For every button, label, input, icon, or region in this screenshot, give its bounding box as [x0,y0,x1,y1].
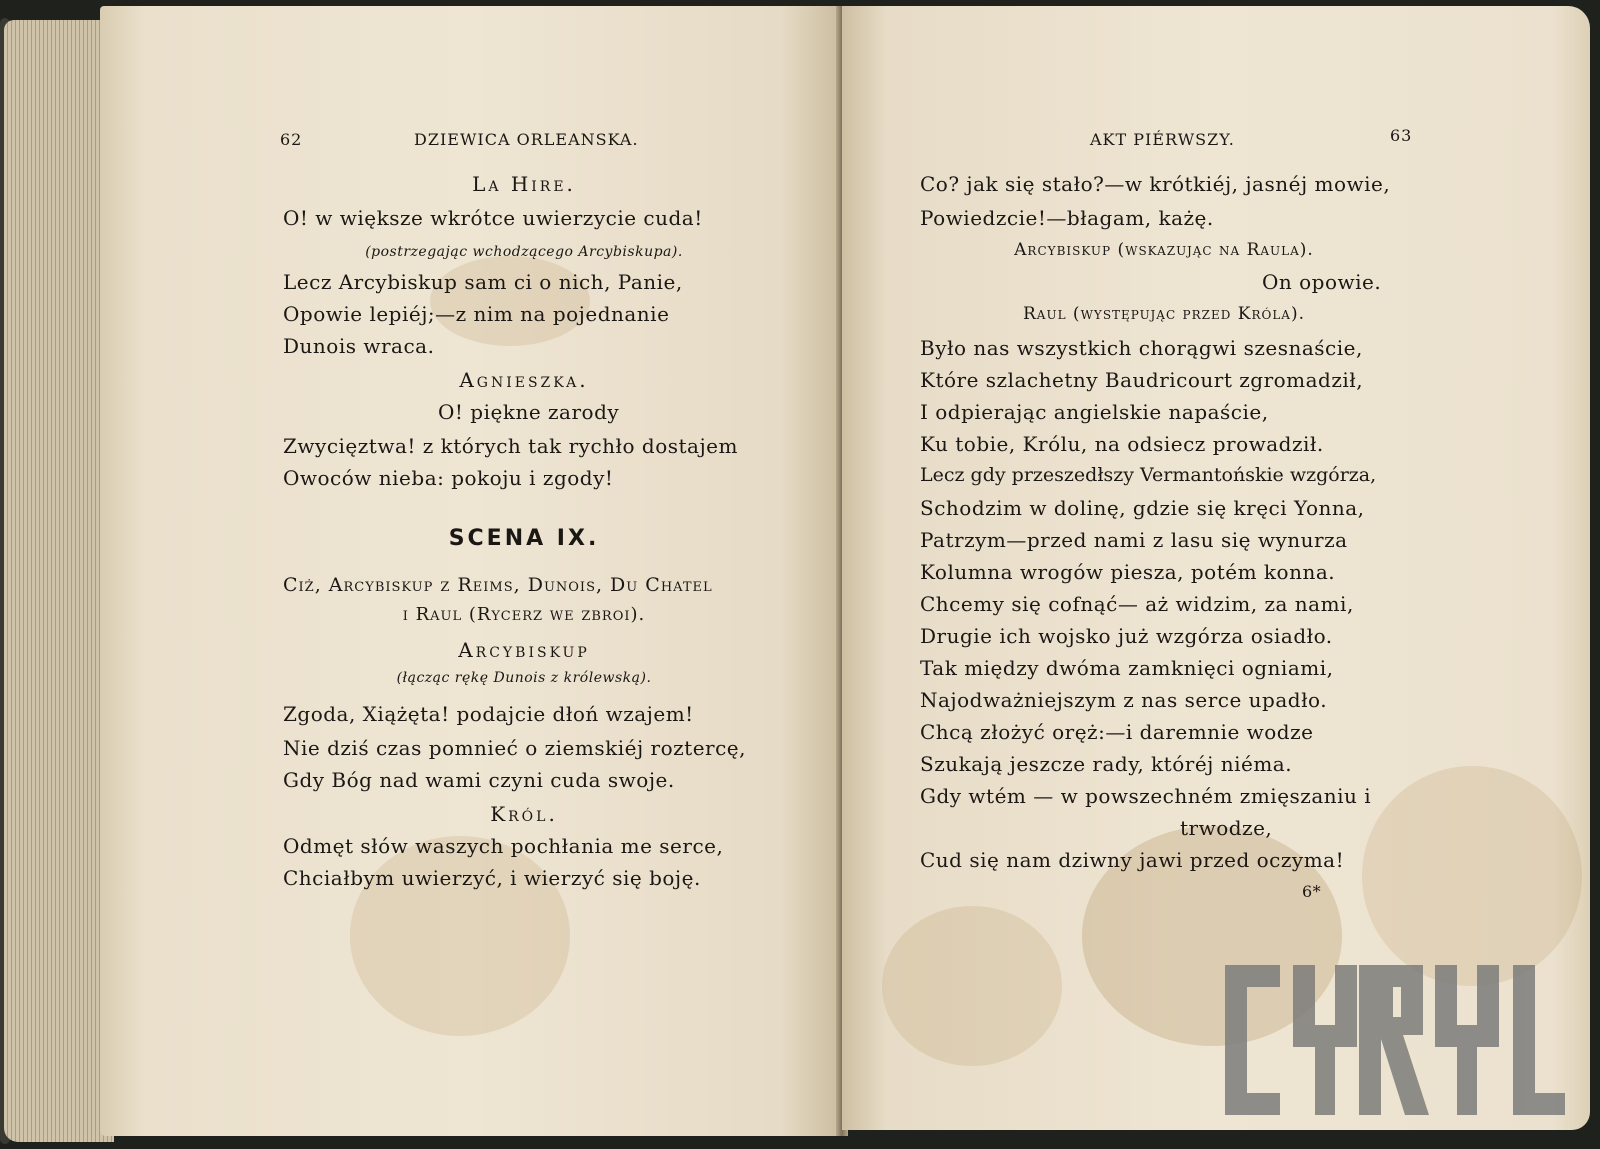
verse-line: Najodważniejszym z nas serce upadło. [920,688,1328,712]
speaker-arcybiskup: Arcybiskup (wskazując na Raula). [1014,240,1314,260]
right-running-head: AKT PIÉRWSZY. [1090,130,1235,149]
cyryl-watermark-logo [1225,965,1565,1115]
right-page-number: 63 [1390,126,1413,145]
verse-line: Schodzim w dolinę, gdzie się kręci Yonna, [920,496,1365,520]
verse-line: Patrzym—przed nami z lasu się wynurza [920,528,1348,552]
verse-line: Nie dziś czas pomnieć o ziemskiéj roztercę, [283,736,746,760]
verse-line: Cud się nam dziwny jawi przed oczyma! [920,848,1345,872]
verse-line: Owoców nieba: pokoju i zgody! [283,466,614,490]
speaker-la-hire: La Hire. [472,172,576,196]
verse-line: Które szlachetny Baudricourt zgromadził, [920,368,1364,392]
signature-mark: 6* [1302,882,1322,901]
verse-line: O! piękne zarody [438,400,620,424]
verse-line: Zwycięztwa! z których tak rychło dostajem [283,434,738,458]
verse-line: Drugie ich wojsko już wzgórza osiadło. [920,624,1333,648]
speaker-raul: Raul (występując przed Króla). [1022,304,1306,324]
speaker-arcybiskup: Arcybiskup [458,638,590,662]
verse-line: Chcą złożyć oręż:—i daremnie wodze [920,720,1314,744]
verse-line: Zgoda, Xiążęta! podajcie dłoń wzajem! [283,702,694,726]
verse-line: Gdy wtém — w powszechném zmięszaniu i [920,784,1372,808]
verse-line: Dunois wraca. [283,334,435,358]
stage-direction: (postrzegając wchodzącego Arcybiskupa). [365,244,683,260]
scene-heading: SCENA IX. [448,526,600,551]
verse-line: O! w większe wkrótce uwierzycie cuda! [283,206,703,230]
verse-line: Odmęt słów waszych pochłania me serce, [283,834,724,858]
cast-list: i Raul (Rycerz we zbroi). [402,604,646,625]
verse-line: Opowie lepiéj;—z nim na pojednanie [283,302,670,326]
verse-line: Chcemy się cofnąć— aż widzim, za nami, [920,592,1354,616]
verse-line: Powiedzcie!—błagam, każę. [920,206,1214,230]
verse-line: Chciałbym uwierzyć, i wierzyć się boję. [283,866,701,890]
verse-line: Co? jak się stało?—w krótkiéj, jasnéj mowie, [920,172,1391,196]
verse-line: On opowie. [1262,270,1382,294]
verse-line: Kolumna wrogów piesza, potém konna. [920,560,1336,584]
verse-line: Ku tobie, Królu, na odsiecz prowadził. [920,432,1324,456]
speaker-krol: Król. [490,802,558,826]
verse-line: Lecz Arcybiskup sam ci o nich, Panie, [283,270,683,294]
speaker-agnieszka: Agnieszka. [459,368,589,392]
left-page-number: 62 [280,130,303,149]
verse-line: Było nas wszystkich chorągwi szesnaście, [920,336,1363,360]
verse-line: Lecz gdy przeszedłszy Vermantońskie wzgórza, [920,464,1377,486]
left-running-head: DZIEWICA ORLEANSKA. [414,130,639,149]
verse-line: Gdy Bóg nad wami czyni cuda swoje. [283,768,675,792]
verse-line: Szukają jeszcze rady, któréj niéma. [920,752,1293,776]
stage-direction: (łącząc rękę Dunois z królewską). [396,670,652,686]
verse-line: I odpierając angielskie napaście, [920,400,1269,424]
page-edges [4,20,114,1142]
verse-line: Tak między dwóma zamknięci ogniami, [920,656,1334,680]
verse-line: trwodze, [1180,816,1273,840]
cast-list: Ciż, Arcybiskup z Reims, Dunois, Du Chatel [283,574,713,596]
